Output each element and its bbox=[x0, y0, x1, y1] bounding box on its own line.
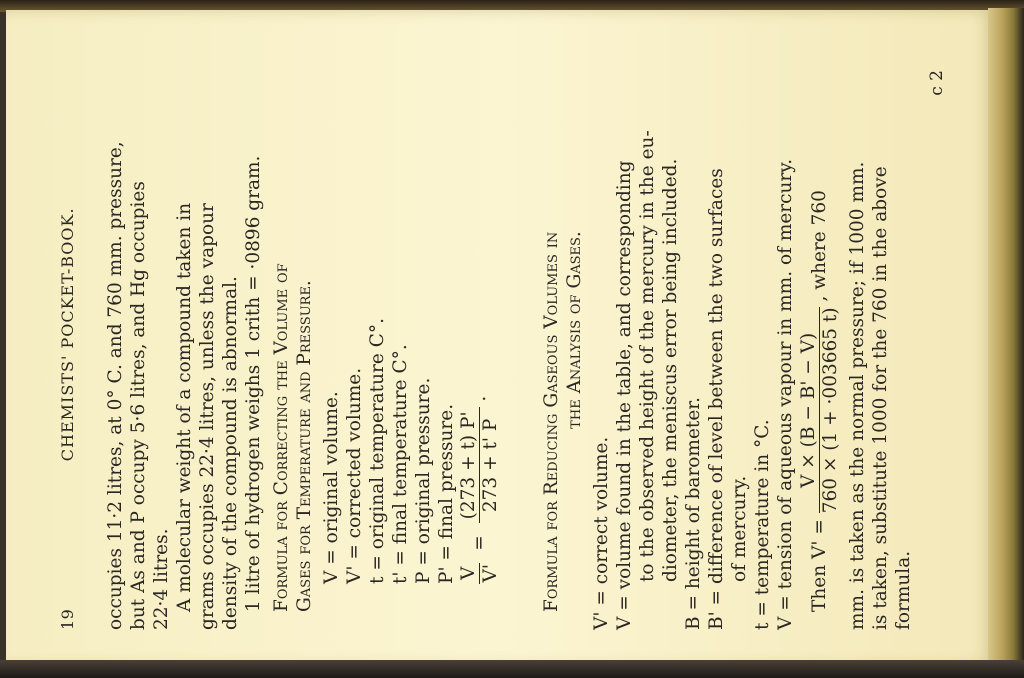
section2-def: V' = correct volume. bbox=[591, 436, 612, 630]
para3-line1: 1 litre of hydrogen weighs 1 crith = ·0896 gram. bbox=[243, 155, 264, 612]
section2-def: V = volume found in the table, and corresponding bbox=[614, 160, 635, 630]
signature-mark: c 2 bbox=[927, 70, 947, 96]
formula-lhs-den: V' bbox=[480, 564, 501, 583]
section1-heading-line2: Gases for Temperature and Pressure. bbox=[294, 280, 315, 612]
section1-def: V = original volume. bbox=[321, 391, 342, 584]
section1-heading-line1: Formula for Correcting the Volume of bbox=[271, 263, 292, 612]
page-number: 19 bbox=[58, 608, 77, 630]
section2-tail: mm. is taken as the normal pressure; if 1000 mm. bbox=[847, 161, 868, 630]
section2-def: to the observed height of the mercury in the eu- bbox=[637, 130, 658, 582]
rotated-text-block bbox=[56, 30, 956, 630]
section2-formula bbox=[798, 30, 841, 630]
section1-def: t' = final temperature C°. bbox=[390, 344, 411, 584]
book-page bbox=[6, 10, 996, 666]
section2-def: of mercury. bbox=[729, 475, 750, 582]
equals-sign: = bbox=[468, 535, 490, 551]
section1-def: P' = final pressure. bbox=[436, 403, 457, 584]
running-title: CHEMISTS' POCKET-BOOK. bbox=[58, 207, 77, 462]
section1-def: V' = corrected volume. bbox=[344, 367, 365, 584]
section1-formula bbox=[458, 30, 501, 630]
section1-def: t = original temperature C°. bbox=[367, 318, 388, 584]
section2-heading-line1: Formula for Reducing Gaseous Volumes in bbox=[541, 231, 562, 612]
section2-tail: is taken, substitute 1000 for the 760 in the above bbox=[870, 166, 891, 630]
book-bottom-edge bbox=[0, 660, 1024, 678]
formula-rhs-den: 273 + t' P bbox=[480, 418, 501, 513]
formula-rhs bbox=[458, 407, 501, 523]
para2-line1: A molecular weight of a compound taken in bbox=[174, 202, 195, 612]
formula-lhs-num: V bbox=[458, 563, 480, 584]
para2-line2: grams occupies 22·4 litres, unless the vapour bbox=[197, 203, 218, 630]
then-suffix: , where 760 bbox=[808, 190, 830, 302]
running-header bbox=[56, 30, 79, 630]
para1-line2: but As and P occupy 5·6 litres, and Hg occupies bbox=[128, 181, 149, 630]
then-den: 760 × (1 + ·003665 t) bbox=[820, 307, 841, 514]
book-page-stack-edge bbox=[988, 8, 1024, 668]
section2-def: B' = difference of level between the two surfaces bbox=[706, 168, 727, 630]
formula-rhs-num: (273 + t) P' bbox=[458, 407, 480, 523]
section2-def: B = height of barometer. bbox=[683, 397, 704, 630]
section2-tail: formula. bbox=[893, 550, 914, 630]
then-label: Then V' = bbox=[808, 519, 830, 612]
section2-def: t = temperature in °C. bbox=[752, 419, 773, 630]
formula-lhs bbox=[458, 563, 501, 584]
then-fraction bbox=[798, 307, 841, 513]
section2-def: V = tension of aqueous vapour in mm. of mercury. bbox=[775, 158, 796, 630]
para1-line1: occupies 11·2 litres, at 0° C. and 760 mm. pressure, bbox=[105, 141, 126, 630]
formula-period: . bbox=[468, 395, 490, 402]
section2-def: diometer, the meniscus error being included. bbox=[660, 158, 681, 582]
section1-def: P = original pressure. bbox=[413, 377, 434, 584]
para1-line3: 22·4 litres. bbox=[151, 528, 172, 630]
para2-line3: density of the compound is abnormal. bbox=[220, 276, 241, 630]
section2-heading-line2: the Analysis of Gases. bbox=[564, 231, 585, 429]
then-num: V × (B − B' − V) bbox=[798, 307, 820, 513]
